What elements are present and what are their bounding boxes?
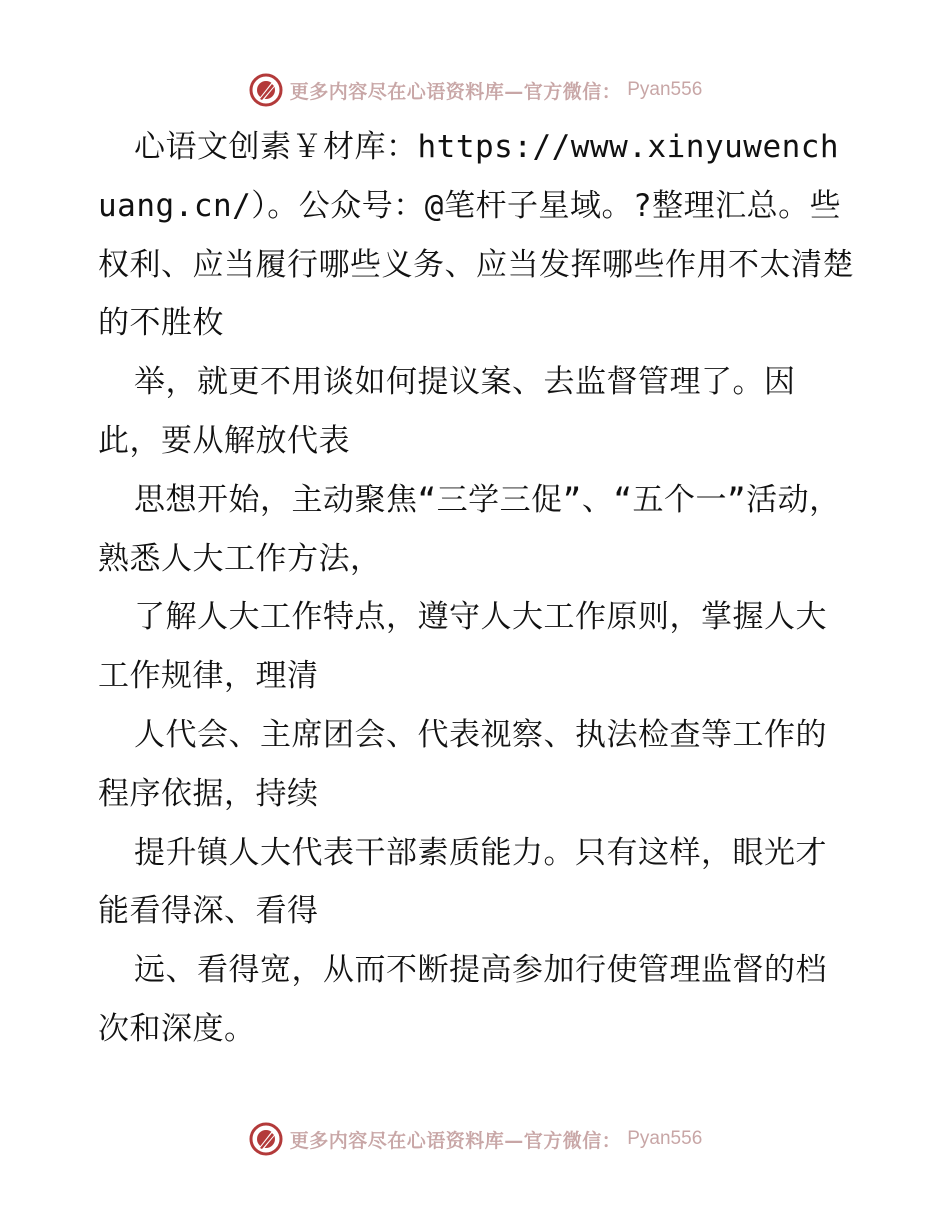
paragraph: 远、看得宽，从而不断提高参加行使管理监督的档次和深度。 <box>98 952 827 1047</box>
paragraph: 思想开始，主动聚焦“三学三促”、“五个一”活动，熟悉人大工作方法， <box>98 481 841 577</box>
paragraph: 举，就更不用谈如何提议案、去监督管理了。因此，要从解放代表 <box>98 364 796 459</box>
paragraph: 了解人大工作特点，遵守人大工作原则，掌握人大工作规律，理清 <box>98 599 827 695</box>
paragraph: 心语文创素￥材库：https://www.xinyuwenchuang.cn/）。公众号：@笔杆子星域。?整理汇总。些权利、应当履行哪些义务、应当发挥哪些作用不太清楚的不胜枚 <box>98 129 854 342</box>
paragraph: 提升镇人大代表干部素质能力。只有这样，眼光才能看得深、看得 <box>98 834 827 930</box>
paragraph: 人代会、主席团会、代表视察、执法检查等工作的程序依据，持续 <box>98 716 827 812</box>
header-wechat-id: Pyan556 <box>627 79 703 100</box>
document-body <box>98 118 858 1059</box>
header-banner-text: 更多内容尽在心语资料库—官方微信： <box>289 80 622 103</box>
footer-wechat-id: Pyan556 <box>627 1128 703 1149</box>
fountain-pen-seal-icon <box>248 1121 284 1157</box>
footer-banner <box>0 1119 950 1159</box>
fountain-pen-seal-icon <box>248 72 284 108</box>
header-banner <box>0 70 950 110</box>
footer-banner-text: 更多内容尽在心语资料库—官方微信： <box>289 1129 622 1152</box>
